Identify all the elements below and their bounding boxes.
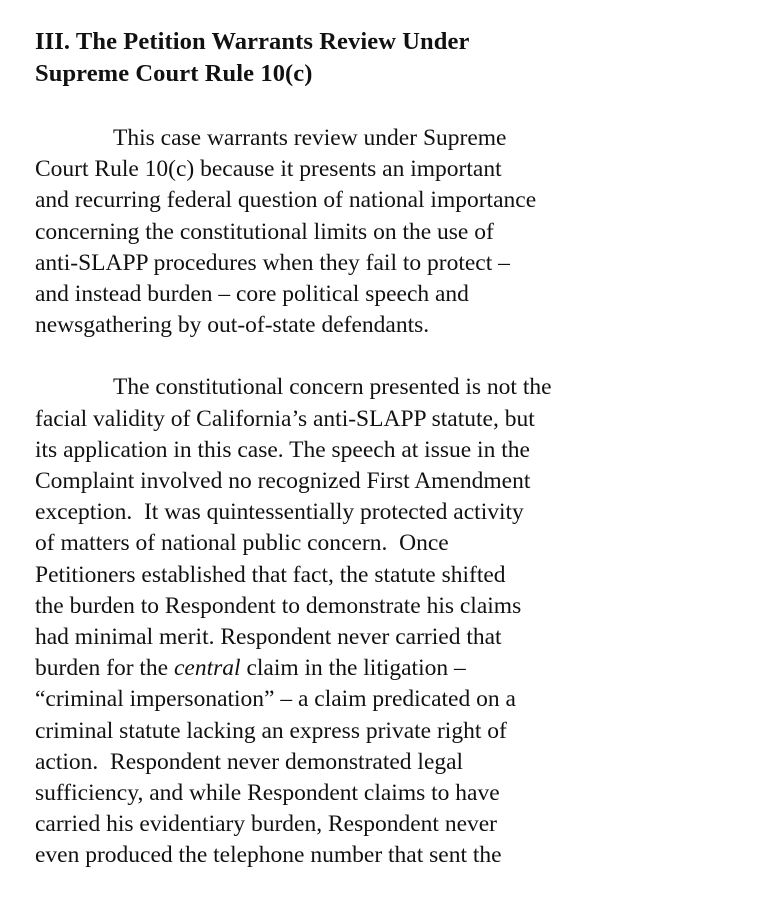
text-line: and instead burden – core political speech and xyxy=(35,281,469,308)
text-line: exception. It was quintessentially protected activity xyxy=(35,499,524,526)
heading-line: III. The Petition Warrants Review Under xyxy=(35,28,470,55)
text-line: Petitioners established that fact, the statute shifted xyxy=(35,561,506,588)
text-line: action. Respondent never demonstrated legal xyxy=(35,748,464,775)
text-line: of matters of national public concern. Once xyxy=(35,530,449,557)
text-line: its application in this case. The speech at issue in the xyxy=(35,436,530,463)
text-line: and recurring federal question of national importance xyxy=(35,187,537,214)
italic-emphasis: central xyxy=(174,655,241,682)
text-line: carried his evidentiary burden, Respondent never xyxy=(35,811,498,838)
text-line: the burden to Respondent to demonstrate his claims xyxy=(35,592,522,619)
text-segment: claim in the litigation – xyxy=(240,655,466,682)
document-page xyxy=(35,26,765,872)
text-line: criminal statute lacking an express private right of xyxy=(35,717,507,744)
text-line: Court Rule 10(c) because it presents an important xyxy=(35,156,502,183)
heading-line: Supreme Court Rule 10(c) xyxy=(35,60,313,87)
text-line: newsgathering by out-of-state defendants. xyxy=(35,312,430,339)
text-line: had minimal merit. Respondent never carried that xyxy=(35,624,502,651)
paragraph-1 xyxy=(35,123,765,341)
text-line: Complaint involved no recognized First Amendment xyxy=(35,468,531,495)
text-line: anti-SLAPP procedures when they fail to protect – xyxy=(35,249,510,276)
text-line: This case warrants review under Supreme xyxy=(113,125,507,151)
text-line: sufficiency, and while Respondent claims to have xyxy=(35,780,500,807)
text-line-with-italic xyxy=(35,653,765,684)
text-line: facial validity of California’s anti-SLAPP statute, but xyxy=(35,405,535,432)
text-line: even produced the telephone number that sent the xyxy=(35,842,502,869)
paragraph-2 xyxy=(35,372,765,871)
text-segment: burden for the xyxy=(35,655,174,682)
text-line: The constitutional concern presented is not the xyxy=(113,374,552,401)
text-line: concerning the constitutional limits on the use of xyxy=(35,218,494,245)
section-heading xyxy=(35,26,765,90)
text-line: “criminal impersonation” – a claim predicated on a xyxy=(35,686,516,713)
